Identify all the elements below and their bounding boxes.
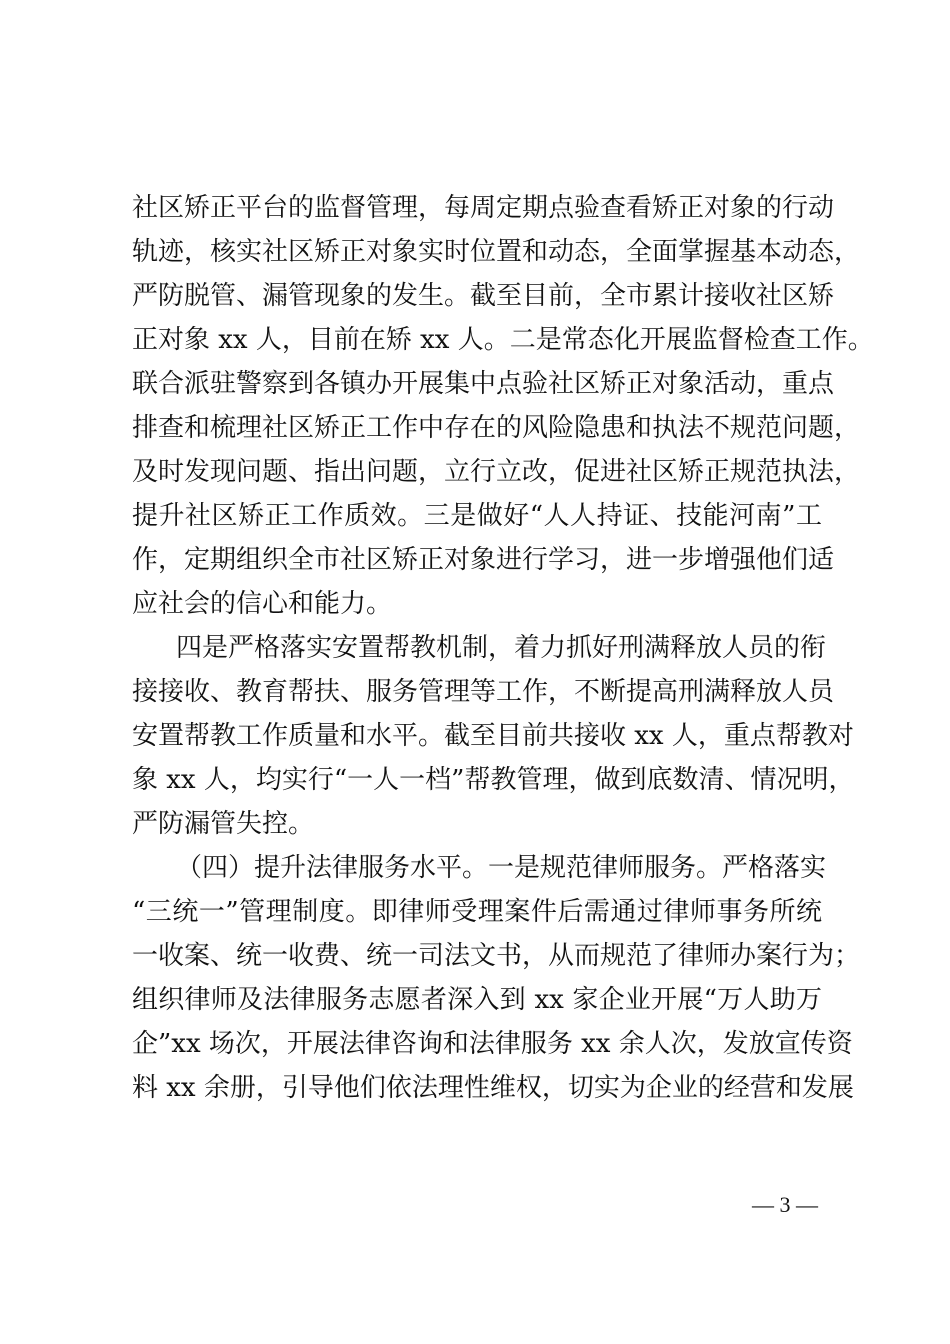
text-line: 正对象 xx 人，目前在矫 xx 人。二是常态化开展监督检查工作。	[132, 325, 874, 355]
text-line: 排查和梳理社区矫正工作中存在的风险隐患和执法不规范问题，	[132, 413, 861, 443]
text-line: “三统一”管理制度。即律师受理案件后需通过律师事务所统	[132, 897, 822, 927]
paragraph-2	[132, 626, 855, 846]
text-line: 安置帮教工作质量和水平。截至目前共接收 xx 人，重点帮教对	[132, 721, 854, 751]
text-line: 四是严格落实安置帮教机制，着力抓好刑满释放人员的衔	[176, 633, 827, 663]
text-line: 一收案、统一收费、统一司法文书，从而规范了律师办案行为；	[132, 941, 861, 971]
text-line: 组织律师及法律服务志愿者深入到 xx 家企业开展“万人助万	[132, 985, 822, 1015]
text-line: 轨迹，核实社区矫正对象实时位置和动态，全面掌握基本动态，	[132, 237, 861, 267]
text-line: 提升社区矫正工作质效。三是做好“人人持证、技能河南”工	[132, 501, 822, 531]
text-line: 应社会的信心和能力。	[132, 589, 393, 619]
paragraph-1	[132, 186, 874, 626]
text-line: 作，定期组织全市社区矫正对象进行学习，进一步增强他们适	[132, 545, 835, 575]
paragraph-3	[132, 846, 861, 1110]
body-text	[132, 186, 874, 1110]
text-line: 象 xx 人，均实行“一人一档”帮教管理，做到底数清、情况明，	[132, 765, 855, 795]
text-line: 联合派驻警察到各镇办开展集中点验社区矫正对象活动，重点	[132, 369, 835, 399]
text-line: 严防漏管失控。	[132, 809, 315, 839]
text-line: （四）提升法律服务水平。一是规范律师服务。严格落实	[176, 853, 827, 883]
text-line: 企”xx 场次，开展法律咨询和法律服务 xx 余人次，发放宣传资	[132, 1029, 853, 1059]
text-line: 社区矫正平台的监督管理，每周定期点验查看矫正对象的行动	[132, 193, 835, 223]
text-line: 严防脱管、漏管现象的发生。截至目前，全市累计接收社区矫	[132, 281, 835, 311]
text-line: 接接收、教育帮扶、服务管理等工作，不断提高刑满释放人员	[132, 677, 835, 707]
page-number: — 3 —	[752, 1192, 818, 1217]
text-line: 料 xx 余册，引导他们依法理性维权，切实为企业的经营和发展	[132, 1073, 854, 1103]
text-line: 及时发现问题、指出问题，立行立改，促进社区矫正规范执法，	[132, 457, 861, 487]
